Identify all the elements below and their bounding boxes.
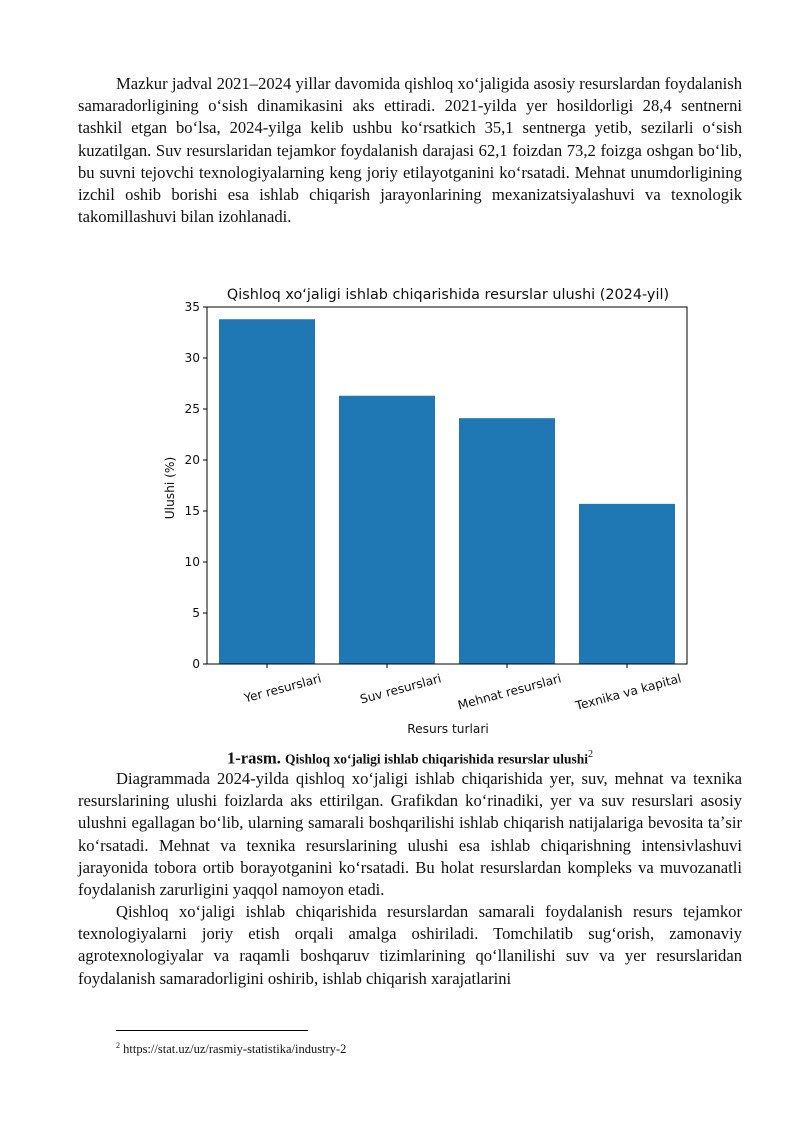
x-tick-label-3: Mehnat resurslari: [456, 671, 563, 713]
footnote: [116, 1038, 346, 1057]
bar-chart-svg: [150, 278, 710, 740]
y-tick-label-20: 20: [184, 453, 200, 467]
plot-area: [184, 300, 687, 713]
body-paragraph-2: Diagrammada 2024-yilda qishloq xoʻjaligi ishlab chiqarishida yer, suv, mehnat va texnika resurslarining ulushi foizlarda aks ettirilgan. Grafikdan koʻrinadiki, yer va suv resurslari asosiy ulushni egallagan boʻlib, ularning samarali boshqarilishi ishlab chiqarish natijalariga bevosita taʼsir koʻrsatadi. Mehnat va texnika resurslarining ulushi esa ishlab chiqarishning intensivlashuvi jarayonida tobora ortib borayotganini koʻrsatadi. Bu holat resurslardan kompleks va muvozanatli foydalanish zarurligini yaqqol namoyon etadi.: [78, 769, 742, 900]
bar-3: [459, 418, 555, 664]
y-axis-label: Ulushi (%): [163, 456, 177, 520]
bar-2: [339, 396, 435, 664]
bar-chart: [150, 278, 710, 740]
y-tick-label-35: 35: [184, 300, 200, 314]
y-tick-label-5: 5: [192, 606, 200, 620]
body-paragraph-1: Mazkur jadval 2021–2024 yillar davomida qishloq xoʻjaligida asosiy resurslardan foydalanish samaradorligining oʻsish dinamikasini aks ettiradi. 2021-yilda yer hosildorligi 28,4 sentnerni tashkil etgan boʻlsa, 2024-yilga kelib ushbu koʻrsatkich 35,1 sentnerga yetib, sezilarli oʻsish kuzatilgan. Suv resurslaridan tejamkor foydalanish darajasi 62,1 foizdan 73,2 foizga oshgan boʻlib, bu suvni tejovchi texnologiyalarning keng joriy etilayotganini koʻrsatadi. Mehnat unumdorligining izchil oshib borishi esa ishlab chiqarish jarayonlarining mexanizatsiyalashuvi va texnologik takomillashuvi bilan izohlanadi.: [78, 74, 742, 227]
y-tick-label-15: 15: [184, 504, 200, 518]
x-axis-label: Resurs turlari: [407, 722, 489, 736]
footnote-mark: 2: [116, 1041, 120, 1050]
footnote-separator: [116, 1030, 308, 1031]
figure-caption-text: Qishloq xoʻjaligi ishlab chiqarishida resurslar ulushi: [285, 751, 589, 767]
bar-4: [579, 504, 675, 664]
y-tick-label-10: 10: [184, 555, 200, 569]
figure-number: 1-rasm.: [226, 748, 281, 768]
chart-title: Qishloq xoʻjaligi ishlab chiqarishida resurslar ulushi (2024-yil): [226, 287, 670, 303]
x-tick-label-4: Texnika va kapital: [574, 671, 683, 714]
bar-1: [219, 319, 315, 664]
y-tick-label-25: 25: [184, 402, 200, 416]
x-tick-label-2: Suv resurslari: [358, 671, 443, 707]
y-tick-label-0: 0: [192, 657, 200, 671]
figure-caption: [78, 745, 742, 770]
x-tick-label-1: Yer resurslari: [242, 671, 323, 706]
body-paragraph-3: Qishloq xoʻjaligi ishlab chiqarishida resurslardan samarali foydalanish resurs tejamkor texnologiyalarni joriy etish orqali amalga oshiriladi. Tomchilatib sugʻorish, zamonaviy agrotexnologiyalar va raqamli boshqaruv tizimlarining qoʻllanilishi suv va yer resurslaridan foydalanish samaradorligini oshirib, ishlab chiqarish xarajatlarini: [78, 902, 742, 988]
y-tick-label-30: 30: [184, 351, 200, 365]
caption-footnote-mark: 2: [588, 749, 594, 760]
footnote-url: https://stat.uz/uz/rasmiy-statistika/industry-2: [123, 1042, 347, 1057]
